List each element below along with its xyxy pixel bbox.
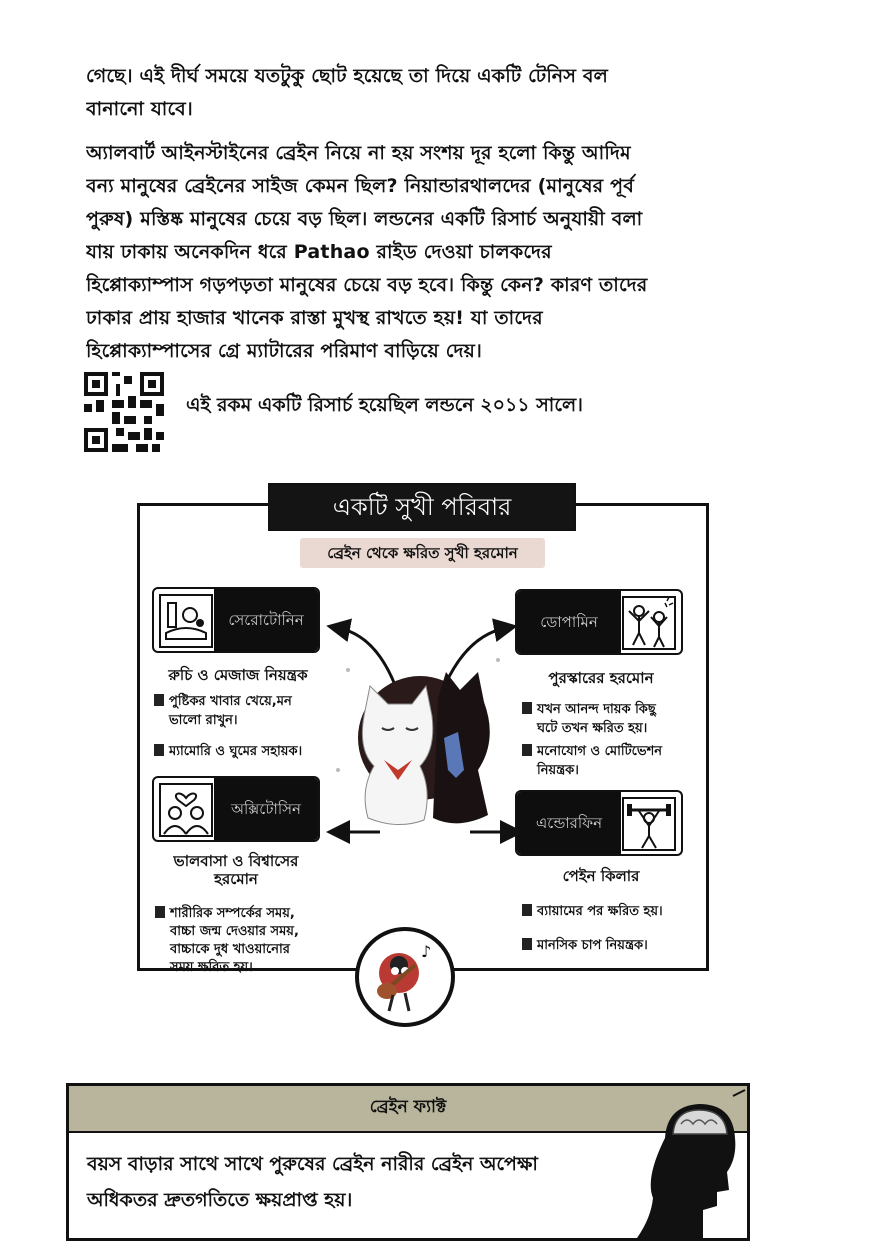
dopamine-card <box>515 589 683 655</box>
brain-fact-title: ব্রেইন ফ্যাক্ট <box>369 1097 447 1117</box>
head-with-brain-icon <box>637 1086 747 1238</box>
serotonin-label: সেরোটোনিন <box>214 589 318 651</box>
brain-fact-box <box>66 1083 750 1241</box>
oxytocin-caption: ভালবাসা ও বিশ্বাসের হরমোন <box>173 852 299 888</box>
oxytocin-label: অক্সিটোসিন <box>214 778 318 840</box>
paragraph-2 <box>86 137 776 368</box>
oxytocin-card <box>152 776 320 842</box>
qr-code-icon[interactable] <box>84 372 164 452</box>
bullet-icon <box>522 938 532 950</box>
bullet-icon <box>154 744 164 756</box>
paragraph-line: গেছে। এই দীর্ঘ সময়ে যতটুকু ছোট হয়েছে তা দিয়ে একটি টেনিস বল <box>86 65 609 87</box>
guitar-character-icon <box>353 925 457 1029</box>
food-icon <box>158 593 214 649</box>
serotonin-item: ম্যামোরি ও ঘুমের সহায়ক। <box>154 742 302 761</box>
endorphin-label: এন্ডোরফিন <box>517 792 621 854</box>
brain-fact-text: বয়স বাড়ার সাথে সাথে পুরুষের ব্রেইন নারীর ব্রেইন অপেক্ষা অধিকতর দ্রুতগতিতে ক্ষয়প্রাপ্ত হয়। <box>87 1153 538 1211</box>
cat-couple-illustration <box>328 620 518 840</box>
paragraph-line: ঢাকার প্রায় হাজার খানেক রাস্তা মুখস্থ রাখতে হয়! যা তাদের <box>86 307 543 329</box>
celebrating-people-icon <box>621 595 677 651</box>
paragraph-line: বানানো যাবে। <box>86 98 193 120</box>
bullet-icon <box>522 904 532 916</box>
endorphin-item: ব্যায়ামের পর ক্ষরিত হয়। <box>522 902 663 921</box>
weightlifting-icon <box>621 796 677 852</box>
endorphin-item: মানসিক চাপ নিয়ন্ত্রক। <box>522 936 648 955</box>
infographic-subtitle: ব্রেইন থেকে ক্ষরিত সুখী হরমোন <box>300 538 545 568</box>
infographic-title: একটি সুখী পরিবার <box>268 483 576 531</box>
serotonin-card <box>152 587 320 653</box>
paragraph-line: অ্যালবার্ট আইনস্টাইনের ব্রেইন নিয়ে না হয় সংশয় দূর হলো কিন্তু আদিম <box>86 142 631 164</box>
bullet-icon <box>154 694 164 706</box>
paragraph-line: যায় ঢাকায় অনেকদিন ধরে Pathao রাইড দেওয়া চালকদের <box>86 241 552 263</box>
paragraph-1 <box>86 60 776 126</box>
serotonin-caption: রুচি ও মেজাজ নিয়ন্ত্রক <box>168 666 308 684</box>
qr-note: এই রকম একটি রিসার্চ হয়েছিল লন্ডনে ২০১১ সালে। <box>186 394 583 416</box>
endorphin-card <box>515 790 683 856</box>
dopamine-item: মনোযোগ ও মোটিভেশন নিয়ন্ত্রক। <box>522 742 662 780</box>
endorphin-caption: পেইন কিলার <box>562 867 640 885</box>
paragraph-line: পুরুষ) মস্তিষ্ক মানুষের চেয়ে বড় ছিল। লন্ডনের একটি রিসার্চ অনুযায়ী বলা <box>86 208 643 230</box>
paragraph-line: বন্য মানুষের ব্রেইনের সাইজ কেমন ছিল? নিয়ান্ডারথালদের (মানুষের পূর্ব <box>86 175 634 197</box>
paragraph-line: হিপ্পোক্যাম্পাসের গ্রে ম্যাটারের পরিমাণ বাড়িয়ে দেয়। <box>86 340 483 362</box>
couple-heart-icon <box>158 782 214 838</box>
serotonin-item: পুষ্টিকর খাবার খেয়ে,মন ভালো রাখুন। <box>154 692 292 730</box>
dopamine-item: যখন আনন্দ দায়ক কিছু ঘটে তখন ক্ষরিত হয়। <box>522 700 656 738</box>
bullet-icon <box>155 906 165 918</box>
oxytocin-item: শারীরিক সম্পর্কের সময়, বাচ্চা জন্ম দেওয়ার সময়, বাচ্চাকে দুধ খাওয়ানোর সময় ক্ষরিত হয়। <box>155 905 299 977</box>
dopamine-caption: পুরস্কারের হরমোন <box>548 669 654 687</box>
svg-text:♪: ♪ <box>421 942 432 961</box>
paragraph-line: হিপ্পোক্যাম্পাস গড়পড়তা মানুষের চেয়ে বড় হবে। কিন্তু কেন? কারণ তাদের <box>86 274 648 296</box>
dopamine-label: ডোপামিন <box>517 591 621 653</box>
